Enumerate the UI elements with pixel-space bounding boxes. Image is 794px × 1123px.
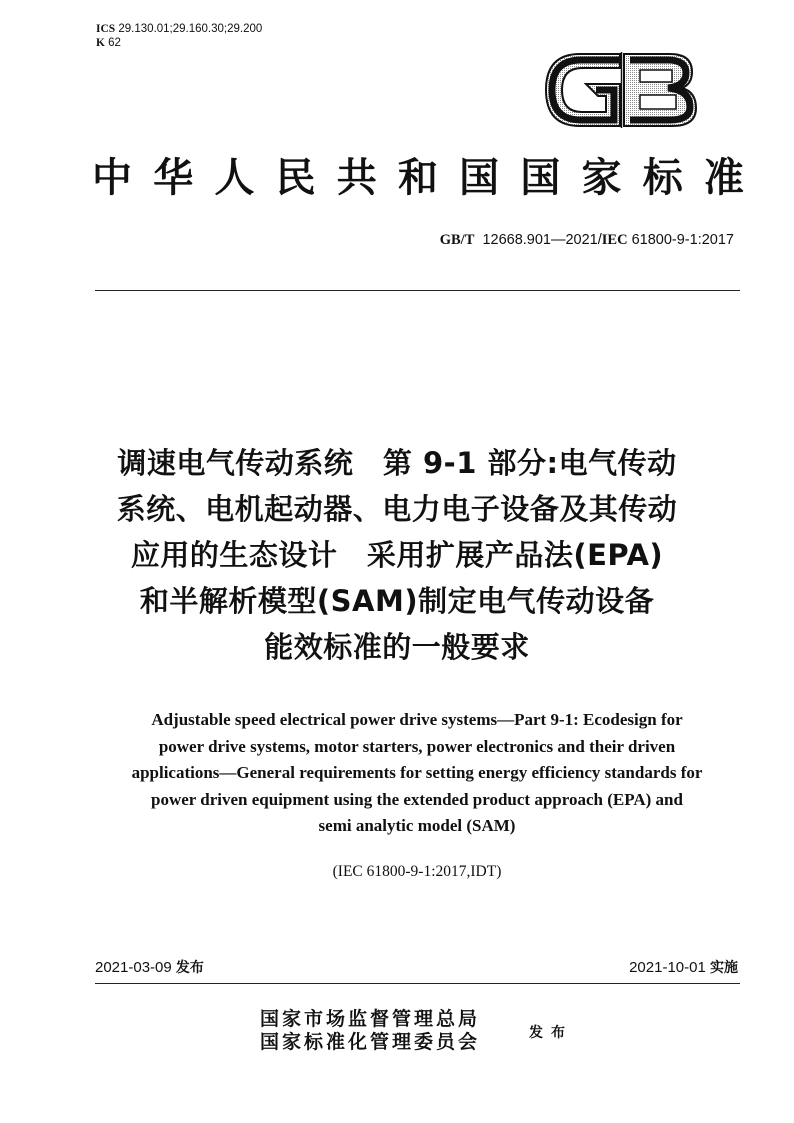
gb-logo (540, 50, 700, 130)
footer-divider (95, 983, 740, 984)
english-title-line: power drive systems, motor starters, power electronics and their driven (158, 736, 676, 756)
national-standard-title: 中 华 人 民 共 和 国 国 家 标 准 (92, 154, 744, 201)
english-title-line: semi analytic model (SAM) (318, 816, 516, 835)
equivalence-note: (IEC 61800-9-1:2017,IDT) (332, 863, 502, 880)
gb-logo-icon (540, 50, 700, 130)
chinese-title-line: 应用的生态设计 采用扩展产品法(EPA) (130, 538, 664, 572)
header-divider (95, 290, 740, 291)
ics-line: ICS 29.130.01;29.160.30;29.200 (96, 23, 263, 35)
chinese-title-line: 系统、电机起动器、电力电子设备及其传动 (116, 492, 678, 526)
english-title-line: Adjustable speed electrical power drive systems—Part 9-1: Ecodesign for (151, 710, 683, 729)
implementation-date: 2021-10-01 实施 (629, 959, 738, 976)
ccs-line: K 62 (96, 37, 121, 49)
standard-number: GB/T 12668.901—2021/IEC 61800-9-1:2017 (439, 232, 734, 248)
english-title-line: power driven equipment using the extended product approach (EPA) and (151, 789, 683, 809)
chinese-title (60, 440, 734, 670)
english-title (90, 707, 744, 840)
issuing-authorities (260, 1008, 480, 1054)
issuer-sac: 国家标准化管理委员会 (260, 1031, 481, 1053)
chinese-title-line: 能效标准的一般要求 (264, 630, 530, 664)
publish-label: 发布 (529, 1025, 573, 1041)
english-title-line: applications—General requirements for setting energy efficiency standards for (131, 763, 703, 782)
issue-date: 2021-03-09 发布 (95, 959, 204, 976)
issuer-samr: 国家市场监督管理总局 (260, 1008, 481, 1030)
chinese-title-line: 调速电气传动系统 第 9-1 部分:电气传动 (117, 446, 677, 480)
chinese-title-line: 和半解析模型(SAM)制定电气传动设备 (139, 584, 655, 618)
classification-codes (96, 22, 262, 50)
